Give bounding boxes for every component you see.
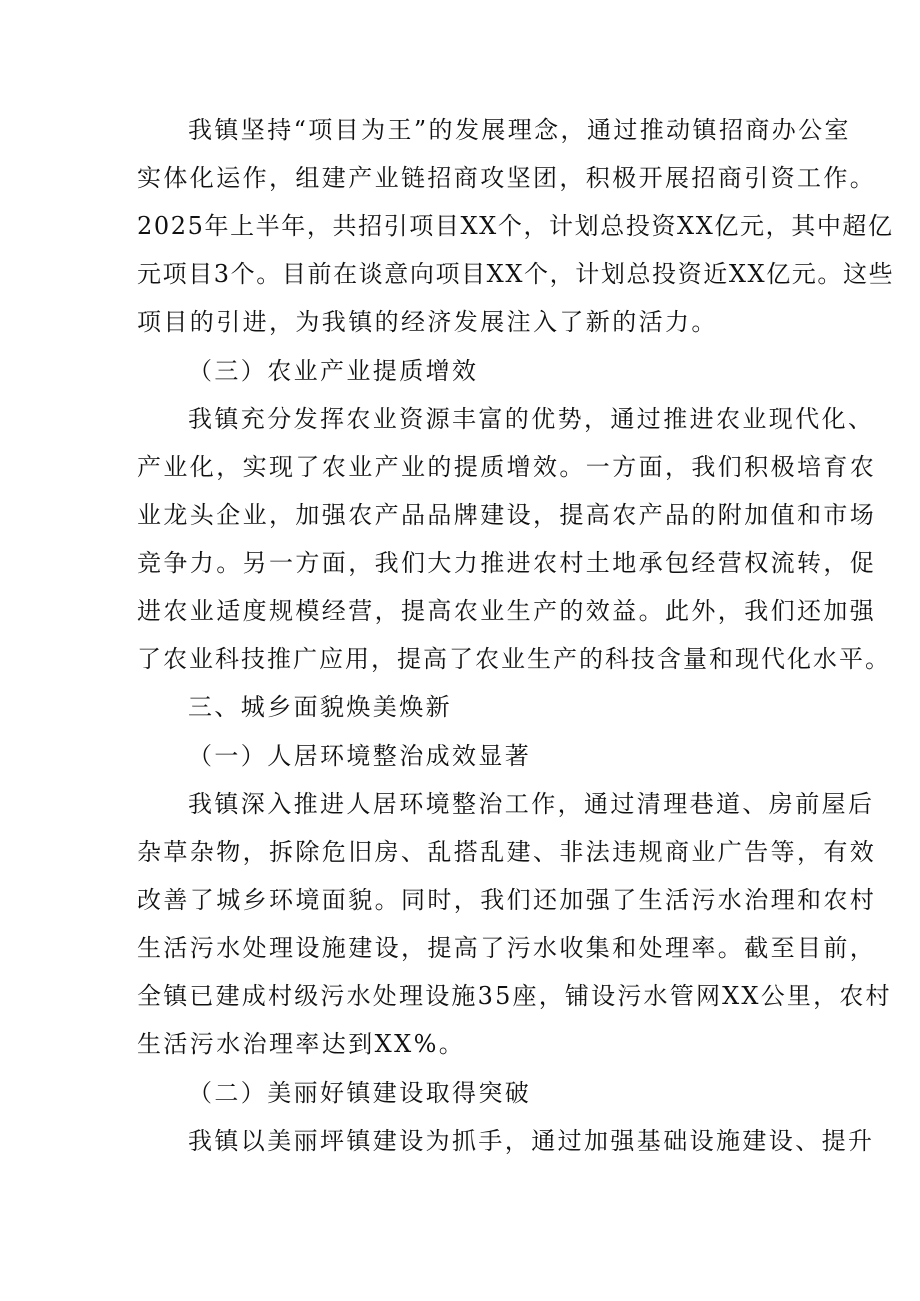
text-line: 我镇以美丽坪镇建设为抓手，通过加强基础设施建设、提升 [188,1127,875,1155]
text-line: 竞争力。另一方面，我们大力推进农村土地承包经营权流转，促 [137,549,877,577]
text-line: 生活污水处理设施建设，提高了污水收集和处理率。截至目前， [137,934,877,962]
text-line: 我镇坚持“项目为王”的发展理念，通过推动镇招商办公室 [188,116,851,144]
text-line: 项目的引进，为我镇的经济发展注入了新的活力。 [137,308,718,336]
text-line: 元项目3个。目前在谈意向项目XX个，计划总投资近XX亿元。这些 [137,260,895,288]
text-line: 改善了城乡环境面貌。同时，我们还加强了生活污水治理和农村 [137,886,877,914]
text-line: 进农业适度规模经营，提高农业生产的效益。此外，我们还加强 [137,597,877,625]
text-line: 2025年上半年，共招引项目XX个，计划总投资XX亿元，其中超亿 [137,212,894,240]
section-heading: （三）农业产业提质增效 [188,357,479,385]
text-line: 我镇充分发挥农业资源丰富的优势，通过推进农业现代化、 [188,405,875,433]
text-line: 全镇已建成村级污水处理设施35座，铺设污水管网XX公里，农村 [137,982,892,1010]
section-heading: （二）美丽好镇建设取得突破 [188,1079,532,1107]
section-heading: （一）人居环境整治成效显著 [188,742,532,770]
text-line: 实体化运作，组建产业链招商攻坚团，积极开展招商引资工作。 [137,164,877,192]
text-line: 我镇深入推进人居环境整治工作，通过清理巷道、房前屋后 [188,790,875,818]
text-line: 了农业科技推广应用，提高了农业生产的科技含量和现代化水平。 [137,645,891,673]
text-line: 杂草杂物，拆除危旧房、乱搭乱建、非法违规商业广告等，有效 [137,838,877,866]
text-line: 生活污水治理率达到XX%。 [137,1030,466,1058]
text-line: 产业化，实现了农业产业的提质增效。一方面，我们积极培育农 [137,453,877,481]
section-heading: 三、城乡面貌焕美焕新 [188,693,452,721]
text-line: 业龙头企业，加强农产品品牌建设，提高农产品的附加值和市场 [137,501,877,529]
